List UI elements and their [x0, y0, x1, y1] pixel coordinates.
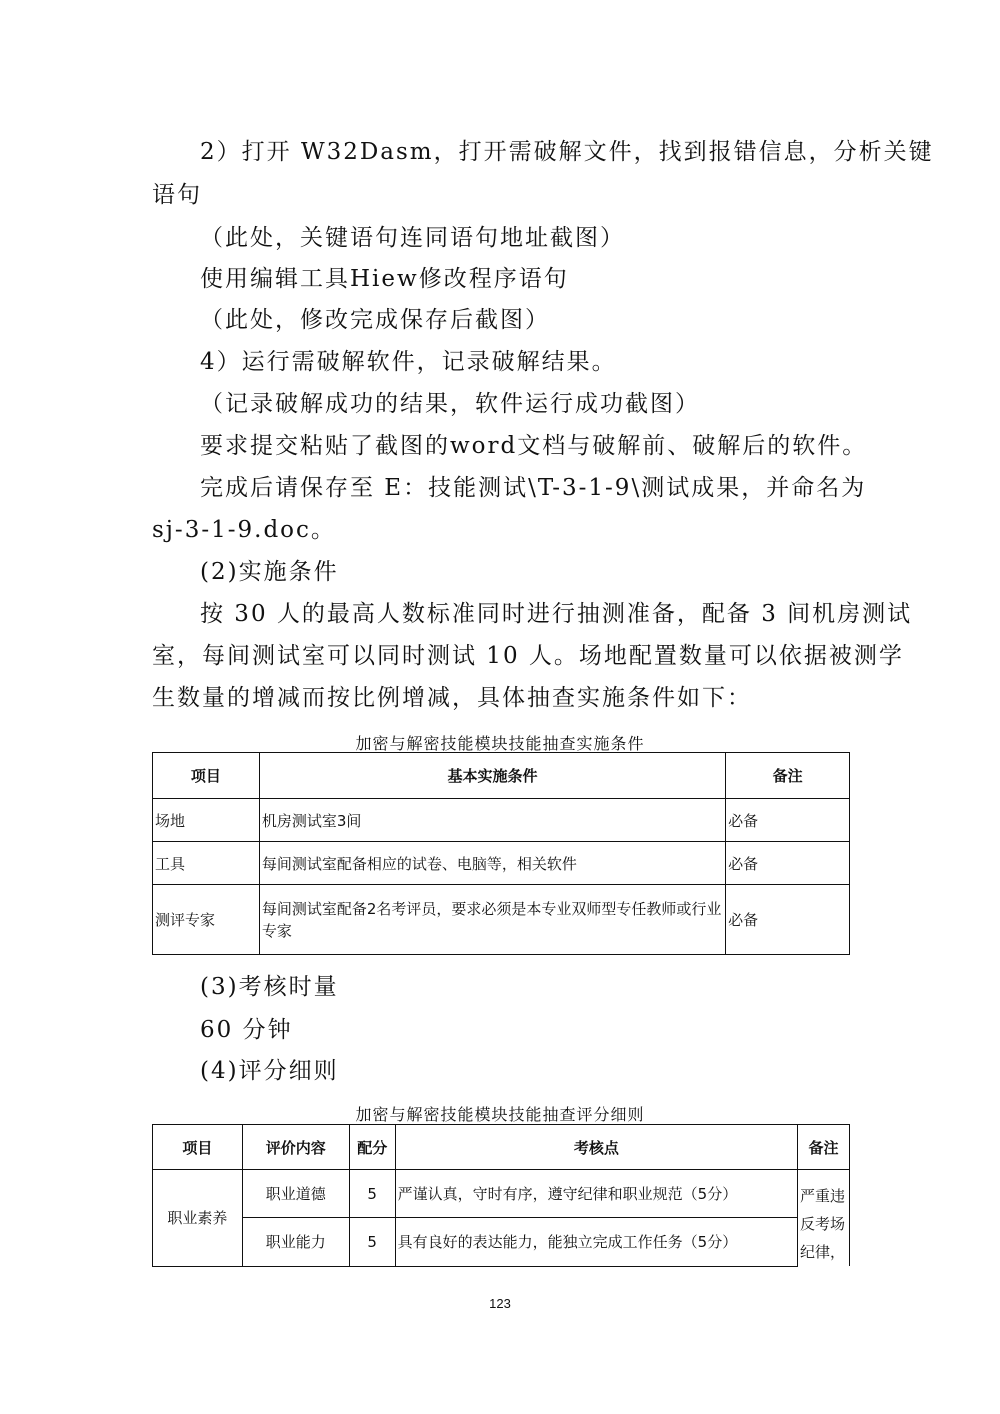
table-header: 评价内容 [242, 1125, 349, 1170]
paragraph-line: （记录破解成功的结果，软件运行成功截图） [200, 391, 700, 417]
paragraph-line: 要求提交粘贴了截图的word文档与破解前、破解后的软件。 [200, 433, 868, 459]
paragraph-line: 室，每间测试室可以同时测试 10 人。场地配置数量可以依据被测学 [152, 643, 904, 669]
section-heading: (2)实施条件 [200, 559, 339, 585]
paragraph-line: 语句 [152, 182, 202, 208]
table-row [153, 1170, 850, 1218]
section-heading: (3)考核时量 [200, 974, 339, 1000]
table-header: 基本实施条件 [259, 753, 725, 799]
table-cell: 严重违反考场纪律， [798, 1170, 850, 1267]
scoring-table [152, 1124, 850, 1267]
paragraph-line: 4）运行需破解软件，记录破解结果。 [200, 349, 617, 375]
table-caption: 加密与解密技能模块技能抽查实施条件 [355, 734, 645, 753]
paragraph-line: 2）打开 W32Dasm，打开需破解文件，找到报错信息，分析关键 [200, 139, 934, 165]
paragraph-line: （此处，关键语句连同语句地址截图） [200, 225, 625, 251]
table-cell: 职业道德 [242, 1170, 349, 1218]
table-cell: 5 [349, 1218, 395, 1266]
paragraph-line: 60 分钟 [200, 1017, 293, 1043]
table-row [153, 842, 850, 885]
table-cell: 5 [349, 1170, 395, 1218]
table-cell: 场地 [153, 799, 260, 842]
table-header: 备注 [798, 1125, 850, 1170]
table-header: 项目 [153, 1125, 243, 1170]
table-cell: 具有良好的表达能力，能独立完成工作任务（5分） [395, 1218, 797, 1266]
table-cell: 必备 [726, 885, 850, 955]
paragraph-line: sj-3-1-9.doc。 [152, 517, 336, 543]
table-cell: 工具 [153, 842, 260, 885]
table-cell: 测评专家 [153, 885, 260, 955]
table-row [153, 885, 850, 955]
table-cell: 职业能力 [242, 1218, 349, 1266]
table-header: 考核点 [395, 1125, 797, 1170]
table-cell: 机房测试室3间 [259, 799, 725, 842]
paragraph-line: （此处，修改完成保存后截图） [200, 307, 550, 333]
paragraph-line: 使用编辑工具Hiew修改程序语句 [200, 266, 569, 292]
table-caption: 加密与解密技能模块技能抽查评分细则 [355, 1105, 645, 1124]
table-cell: 每间测试室配备相应的试卷、电脑等，相关软件 [259, 842, 725, 885]
page-number: 123 [489, 1296, 511, 1311]
table-row [153, 799, 850, 842]
table-header: 配分 [349, 1125, 395, 1170]
table-cell: 必备 [726, 842, 850, 885]
paragraph-line: 完成后请保存至 E：技能测试\T-3-1-9\测试成果，并命名为 [200, 475, 867, 501]
conditions-table [152, 752, 850, 955]
table-cell: 每间测试室配备2名考评员，要求必须是本专业双师型专任教师或行业专家 [259, 885, 725, 955]
section-heading: (4)评分细则 [200, 1058, 339, 1084]
table-header: 备注 [726, 753, 850, 799]
table-header: 项目 [153, 753, 260, 799]
table-row [153, 1218, 850, 1266]
table-cell: 职业素养 [153, 1170, 243, 1267]
table-cell: 必备 [726, 799, 850, 842]
paragraph-line: 按 30 人的最高人数标准同时进行抽测准备，配备 3 间机房测试 [200, 601, 913, 627]
paragraph-line: 生数量的增减而按比例增减，具体抽查实施条件如下： [152, 685, 752, 711]
table-cell: 严谨认真，守时有序，遵守纪律和职业规范（5分） [395, 1170, 797, 1218]
